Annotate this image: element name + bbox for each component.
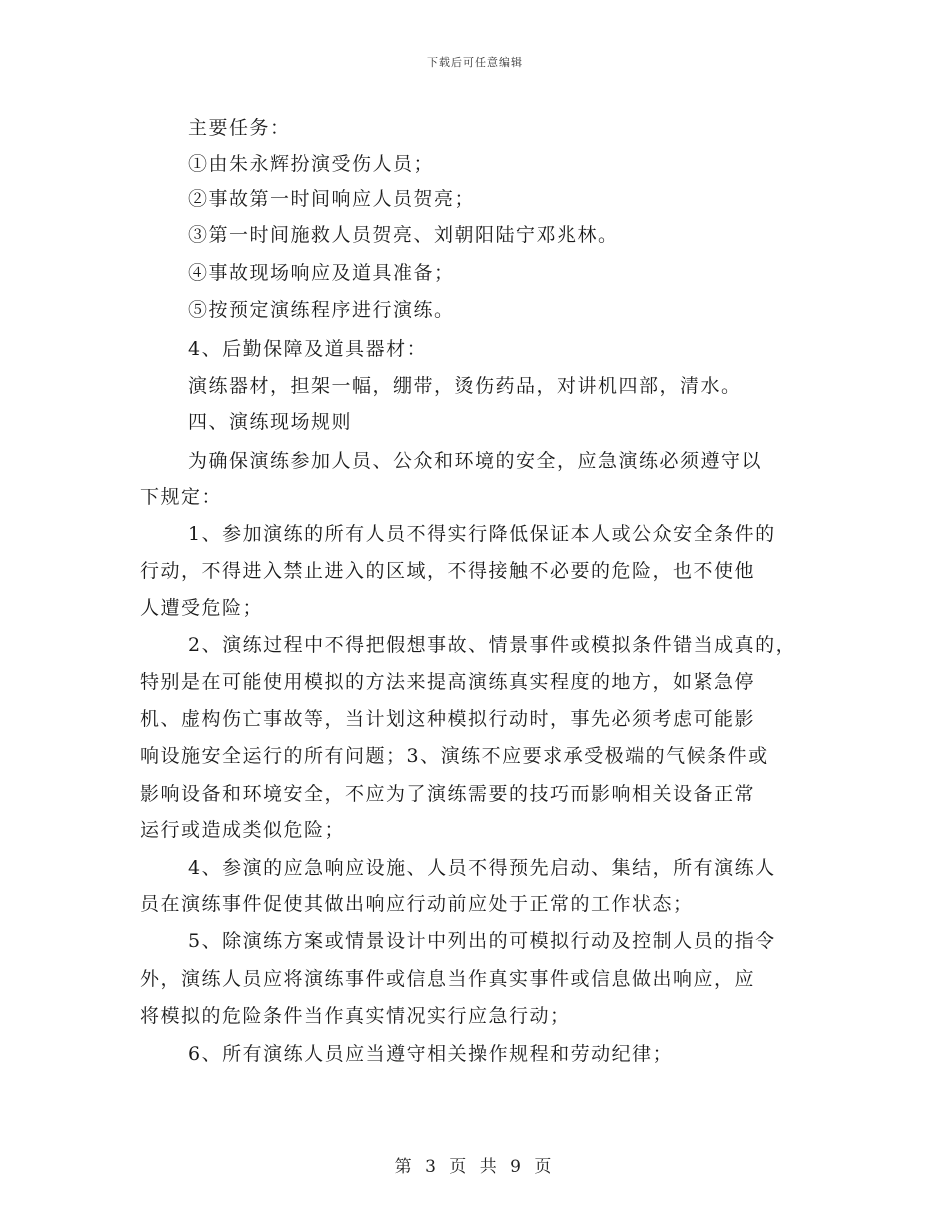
body-line-19: 影响设备和环境安全，不应为了演练需要的技巧而影响相关设备正常 (140, 783, 756, 805)
body-line-7: 4、后勤保障及道具器材： (188, 338, 428, 360)
body-line-26: 6、所有演练人员应当遵守相关操作规程和劳动纪律； (188, 1043, 674, 1065)
body-line-2: ①由朱永辉扮演受伤人员； (188, 153, 435, 175)
body-line-20: 运行或造成类似危险； (140, 819, 346, 841)
body-line-3: ②事故第一时间响应人员贺亮； (188, 188, 476, 210)
body-line-6: ⑤按预定演练程序进行演练。 (188, 299, 455, 321)
body-line-22: 员在演练事件促使其做出响应行动前应处于正常的工作状态； (140, 893, 694, 915)
body-line-15: 2、演练过程中不得把假想事故、情景事件或模拟条件错当成真的， (188, 634, 797, 656)
body-line-16: 特别是在可能使用模拟的方法来提高演练真实程度的地方，如紧急停 (140, 671, 756, 693)
page-number-footer: 第 3 页 共 9 页 (394, 1157, 556, 1177)
body-line-10: 为确保演练参加人员、公众和环境的安全，应急演练必须遵守以 (188, 450, 763, 472)
body-line-1: 主要任务： (188, 117, 291, 139)
body-line-14: 人遭受危险； (140, 597, 264, 619)
body-line-18: 响设施安全运行的所有问题；3、演练不应要求承受极端的气候条件或 (140, 745, 769, 767)
body-line-8: 演练器材，担架一幅，绷带，烫伤药品，对讲机四部，清水。 (188, 375, 742, 397)
body-line-9: 四、演练现场规则 (188, 411, 353, 433)
body-line-25: 将模拟的危险条件当作真实情况实行应急行动； (140, 1005, 571, 1027)
body-line-21: 4、参演的应急响应设施、人员不得预先启动、集结，所有演练人 (188, 857, 776, 879)
header-note: 下载后可任意编辑 (427, 56, 523, 69)
body-line-17: 机、虚构伤亡事故等，当计划这种模拟行动时，事先必须考虑可能影 (140, 708, 756, 730)
body-line-4: ③第一时间施救人员贺亮、刘朝阳陆宁邓兆林。 (188, 224, 619, 246)
body-line-13: 行动，不得进入禁止进入的区域，不得接触不必要的危险，也不使他 (140, 560, 756, 582)
body-line-11: 下规定： (140, 486, 223, 508)
body-line-23: 5、除演练方案或情景设计中列出的可模拟行动及控制人员的指令 (188, 930, 776, 952)
body-line-5: ④事故现场响应及道具准备； (188, 262, 455, 284)
body-line-12: 1、参加演练的所有人员不得实行降低保证本人或公众安全条件的 (188, 523, 776, 545)
body-line-24: 外，演练人员应将演练事件或信息当作真实事件或信息做出响应，应 (140, 968, 756, 990)
